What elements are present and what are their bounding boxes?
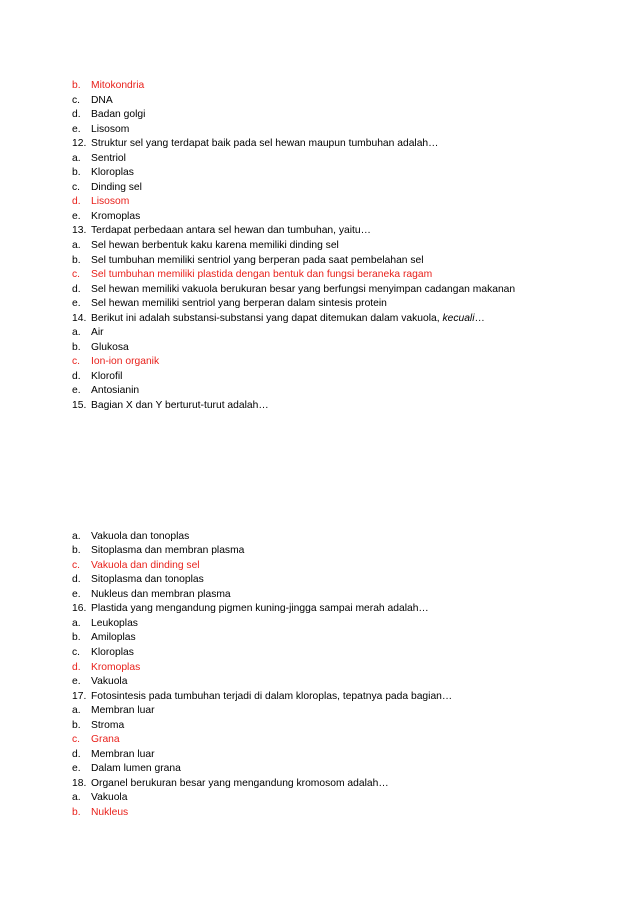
option-text: Vakuola xyxy=(91,792,128,804)
option-text: Leukoplas xyxy=(91,617,138,629)
option-letter: d. xyxy=(72,574,81,586)
option-text: Membran luar xyxy=(91,748,155,760)
option-text: Sel tumbuhan memiliki plastida dengan bentuk dan fungsi beraneka ragam xyxy=(91,269,433,281)
option-letter: b. xyxy=(72,806,81,818)
question-block-2 xyxy=(72,530,612,821)
question-number: 18. xyxy=(72,777,87,789)
option-text: Mitokondria xyxy=(91,80,145,91)
question-number: 16. xyxy=(72,603,87,615)
question-line xyxy=(72,137,612,152)
option-text: Nukleus dan membran plasma xyxy=(91,588,231,600)
option-text: Grana xyxy=(91,734,120,746)
answer-option xyxy=(72,79,612,94)
option-letter: a. xyxy=(72,152,81,164)
option-letter: d. xyxy=(72,370,81,382)
option-text: Sitoplasma dan membran plasma xyxy=(91,545,245,557)
option-line xyxy=(72,762,612,777)
question-text-emphasis: kecuali xyxy=(442,312,475,324)
option-line xyxy=(72,152,612,167)
option-letter: a. xyxy=(72,792,81,804)
option-text: Vakuola dan dinding sel xyxy=(91,559,200,571)
option-letter: c. xyxy=(72,94,81,106)
option-letter: e. xyxy=(72,210,81,222)
option-line xyxy=(72,341,612,356)
answer-option xyxy=(72,733,612,748)
option-letter: e. xyxy=(72,676,81,688)
option-text: Klorofil xyxy=(91,370,123,382)
question-text: Fotosintesis pada tumbuhan terjadi di dalam kloroplas, tepatnya pada bagian… xyxy=(91,690,453,702)
option-text: Dinding sel xyxy=(91,181,142,193)
option-text: Sel tumbuhan memiliki sentriol yang berperan pada saat pembelahan sel xyxy=(91,254,424,266)
option-text: Ion-ion organik xyxy=(91,356,160,368)
option-text: Antosianin xyxy=(91,385,140,397)
question-number: 15. xyxy=(72,400,87,412)
option-line xyxy=(72,675,612,690)
option-text: Kromoplas xyxy=(91,210,141,222)
question-number: 12. xyxy=(72,138,87,150)
question-text-ellipsis: … xyxy=(474,312,485,324)
answer-option xyxy=(72,661,612,676)
option-text: Glukosa xyxy=(91,341,129,353)
question-line xyxy=(72,777,612,792)
question-line xyxy=(72,690,612,705)
question-text: Organel berukuran besar yang mengandung kromosom adalah… xyxy=(91,777,389,789)
answer-option xyxy=(72,195,612,210)
option-text: Dalam lumen grana xyxy=(91,763,181,775)
option-line xyxy=(72,530,612,545)
option-text: Lisosom xyxy=(91,123,130,135)
option-letter: e. xyxy=(72,385,81,397)
option-line xyxy=(72,370,612,385)
option-line xyxy=(72,210,612,225)
question-text-main: Berikut ini adalah substansi-substansi yang dapat ditemukan dalam vakuola, xyxy=(91,312,443,324)
option-letter: c. xyxy=(72,181,81,193)
answer-option xyxy=(72,355,612,370)
answer-option xyxy=(72,268,612,283)
option-letter: b. xyxy=(72,719,81,731)
option-line xyxy=(72,748,612,763)
question-text xyxy=(91,312,612,327)
question-text: Struktur sel yang terdapat baik pada sel hewan maupun tumbuhan adalah… xyxy=(91,138,439,150)
option-letter: b. xyxy=(72,545,81,557)
option-line xyxy=(72,544,612,559)
question-line xyxy=(72,312,612,327)
option-letter: e. xyxy=(72,123,81,135)
option-letter: a. xyxy=(72,327,81,339)
option-line xyxy=(72,297,612,312)
option-line xyxy=(72,108,612,123)
option-line xyxy=(72,384,612,399)
option-text: Sentriol xyxy=(91,152,126,164)
option-line xyxy=(72,719,612,734)
option-line xyxy=(72,573,612,588)
option-letter: e. xyxy=(72,588,81,600)
option-letter: d. xyxy=(72,109,81,121)
option-line xyxy=(72,239,612,254)
option-letter: b. xyxy=(72,632,81,644)
question-text: Bagian X dan Y berturut-turut adalah… xyxy=(91,400,269,412)
option-line xyxy=(72,94,612,109)
option-text: Vakuola xyxy=(91,676,128,688)
option-line xyxy=(72,326,612,341)
option-letter: b. xyxy=(72,254,81,266)
question-text: Plastida yang mengandung pigmen kuning-jingga sampai merah adalah… xyxy=(91,603,429,615)
option-line xyxy=(72,617,612,632)
question-block-1 xyxy=(72,79,612,414)
quiz-content xyxy=(72,79,612,821)
option-text: Vakuola dan tonoplas xyxy=(91,530,190,542)
question-line xyxy=(72,602,612,617)
option-line xyxy=(72,631,612,646)
question-number: 13. xyxy=(72,225,87,237)
option-letter: d. xyxy=(72,283,81,295)
option-letter: d. xyxy=(72,196,81,208)
question-number: 17. xyxy=(72,690,87,702)
option-letter: c. xyxy=(72,734,81,746)
option-line xyxy=(72,254,612,269)
option-line xyxy=(72,704,612,719)
option-letter: d. xyxy=(72,661,81,673)
option-letter: c. xyxy=(72,559,81,571)
option-text: Nukleus xyxy=(91,806,129,818)
option-letter: e. xyxy=(72,763,81,775)
option-text: Lisosom xyxy=(91,196,130,208)
question-number: 14. xyxy=(72,312,87,324)
option-line xyxy=(72,791,612,806)
option-letter: d. xyxy=(72,748,81,760)
option-letter: a. xyxy=(72,530,81,542)
question-line xyxy=(72,399,612,414)
option-text: Kloroplas xyxy=(91,167,134,179)
option-text: Amiloplas xyxy=(91,632,136,644)
option-letter: b. xyxy=(72,167,81,179)
option-text: Stroma xyxy=(91,719,125,731)
option-line xyxy=(72,283,612,298)
option-text: Sel hewan berbentuk kaku karena memiliki dinding sel xyxy=(91,240,339,252)
answer-option xyxy=(72,559,612,574)
option-letter: c. xyxy=(72,269,81,281)
option-line xyxy=(72,123,612,138)
question-text: Terdapat perbedaan antara sel hewan dan tumbuhan, yaitu… xyxy=(91,225,371,237)
option-letter: b. xyxy=(72,341,81,353)
option-letter: c. xyxy=(72,356,81,368)
option-text: Sel hewan memiliki vakuola berukuran besar yang berfungsi menyimpan cadangan makanan xyxy=(91,283,516,295)
option-letter: a. xyxy=(72,617,81,629)
figure-placeholder xyxy=(72,414,612,530)
option-text: Badan golgi xyxy=(91,109,146,121)
option-line xyxy=(72,166,612,181)
option-text: DNA xyxy=(91,94,113,106)
option-line xyxy=(72,588,612,603)
option-text: Sitoplasma dan tonoplas xyxy=(91,574,204,586)
option-text: Membran luar xyxy=(91,705,155,717)
option-letter: c. xyxy=(72,646,81,658)
option-line xyxy=(72,646,612,661)
option-letter: a. xyxy=(72,705,81,717)
option-line xyxy=(72,181,612,196)
option-text: Sel hewan memiliki sentriol yang berperan dalam sintesis protein xyxy=(91,298,387,310)
option-text: Kloroplas xyxy=(91,646,134,658)
option-letter: a. xyxy=(72,240,81,252)
question-line xyxy=(72,224,612,239)
answer-option xyxy=(72,806,612,821)
option-letter: e. xyxy=(72,298,81,310)
option-text: Kromoplas xyxy=(91,661,141,673)
option-text: Air xyxy=(91,327,104,339)
option-letter: b. xyxy=(72,80,81,91)
